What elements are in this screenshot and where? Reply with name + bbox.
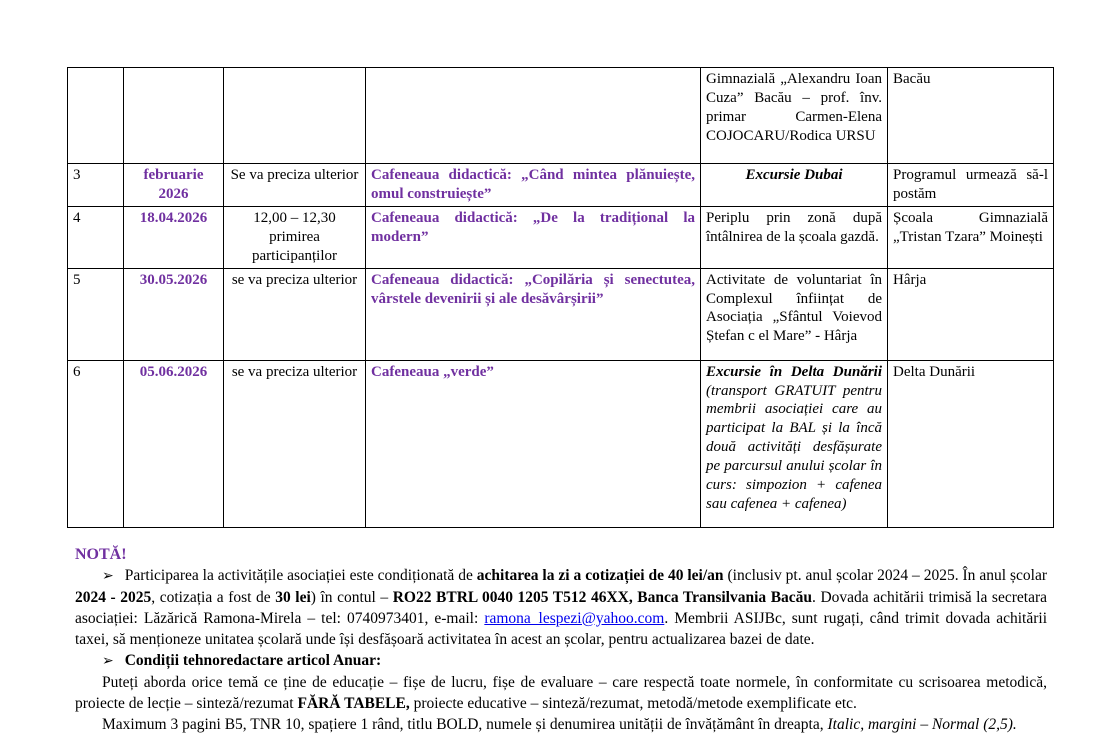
cell-location: Hârja <box>888 268 1054 360</box>
text-segment: , cotizația a fost de <box>151 588 276 606</box>
note-paragraph-formatting <box>75 714 1047 734</box>
excursion-note: (transport GRATUIT pentru membrii asociației care au participat la BAL și la încă două activități desfășurate pe parcursul anului școlar în curs: simpozion + cafenea sau cafenea + cafenea) <box>706 382 882 512</box>
text-segment: Italic, margini – Normal (2,5). <box>827 715 1017 733</box>
text-segment: achitarea la zi a cotizației de 40 lei/an <box>476 566 724 584</box>
cell-number <box>68 68 124 164</box>
cell-date <box>124 68 224 164</box>
note-paragraph-conditions-heading <box>75 650 1047 672</box>
text-segment: . Dovada achitării trimisă la secretara asociației: Lăzărică Ramona-Mirela – tel: 0740973401, e-mail: <box>75 588 1047 627</box>
schedule-table <box>67 67 1054 528</box>
text-segment: . Membrii ASIJBc, sunt rugați, când trimit dovada achitării taxei, să menționeze unitatea școlară unde își desfășoară activitatea în acest an școlar, pentru actualizarea bazei de date. <box>75 609 1048 648</box>
cell-activity: Cafeneaua didactică: „Copilăria și senectutea, vârstele devenirii și ale desăvârșirii” <box>366 268 701 360</box>
table-row <box>68 68 1054 164</box>
email-link[interactable]: ramona_lespezi@yahoo.com <box>484 609 665 627</box>
table-row <box>68 164 1054 207</box>
notes-section <box>75 544 1047 734</box>
cell-date: februarie 2026 <box>124 164 224 207</box>
cell-activity: Cafeneaua didactică: „De la tradițional la modern” <box>366 207 701 269</box>
table-row <box>68 268 1054 360</box>
cell-details: Periplu prin zonă după întâlnirea de la școala gazdă. <box>701 207 888 269</box>
note-heading: NOTĂ! <box>75 545 127 563</box>
cell-date: 05.06.2026 <box>124 360 224 527</box>
note-rich-text <box>75 674 1047 712</box>
cell-time: se va preciza ulterior <box>224 268 366 360</box>
text-segment: Maximum 3 pagini B5, TNR 10, spațiere 1 rând, titlu BOLD, numele și denumirea unității de învățământ în dreapta, <box>102 715 828 733</box>
table-row <box>68 207 1054 269</box>
text-segment: FĂRĂ TABELE, <box>297 694 410 712</box>
cell-number: 5 <box>68 268 124 360</box>
cell-time: 12,00 – 12,30 primirea participanților <box>224 207 366 269</box>
cell-location: Școala Gimnazială „Tristan Tzara” Moinești <box>888 207 1054 269</box>
text-segment: (inclusiv pt. anul școlar 2024 – 2025. În anul școlar <box>723 566 1047 584</box>
text-segment: proiecte educative – sinteză/rezumat, metodă/metode exemplificate etc. <box>409 694 857 712</box>
cell-time: Se va preciza ulterior <box>224 164 366 207</box>
text-segment: Puteți aborda orice temă ce ține de educație – fișe de lucru, fișe de evaluare – care respectă toate normele, în conformitate cu scrisoarea metodică, proiecte de lecție – sinteză/rezumat <box>75 673 1047 712</box>
text-segment: 2024 - 2025 <box>75 588 152 606</box>
text-segment: ) în contul – <box>310 588 393 606</box>
cell-location: Programul urmează să-l postăm <box>888 164 1054 207</box>
cell-activity: Cafeneaua didactică: „Când mintea plănuiește, omul construiește” <box>366 164 701 207</box>
bullet-arrow-icon: ➢ <box>102 567 114 584</box>
cell-details: Excursie Dubai <box>701 164 888 207</box>
cell-time <box>224 68 366 164</box>
cell-activity: Cafeneaua „verde” <box>366 360 701 527</box>
cell-activity <box>366 68 701 164</box>
bullet-arrow-icon: ➢ <box>102 652 114 669</box>
note-rich-text <box>75 567 1047 648</box>
cell-date: 30.05.2026 <box>124 268 224 360</box>
excursion-title: Excursie în Delta Dunării <box>706 363 882 380</box>
cell-date: 18.04.2026 <box>124 207 224 269</box>
note-rich-text <box>125 652 381 669</box>
text-segment: Participarea la activitățile asociației este condiționată de <box>124 566 477 584</box>
text-segment: RO22 BTRL 0040 1205 T512 46XX, Banca Transilvania Bacău <box>392 588 813 606</box>
note-paragraph-article-rules <box>75 672 1047 714</box>
cell-details: Gimnazială „Alexandru Ioan Cuza” Bacău – prof. înv. primar Carmen-Elena COJOCARU/Rodica URSU <box>701 68 888 164</box>
note-rich-text <box>102 716 1017 733</box>
cell-location: Bacău <box>888 68 1054 164</box>
cell-number: 6 <box>68 360 124 527</box>
cell-time: se va preciza ulterior <box>224 360 366 527</box>
cell-details: Activitate de voluntariat în Complexul înființat de Asociația „Sfântul Voievod Ștefan c el Mare” - Hârja <box>701 268 888 360</box>
cell-details <box>701 360 888 527</box>
text-segment: 30 lei <box>275 588 311 606</box>
table-row <box>68 360 1054 527</box>
text-segment: Condiții tehnoredactare articol Anuar: <box>124 651 382 669</box>
cell-number: 3 <box>68 164 124 207</box>
cell-number: 4 <box>68 207 124 269</box>
note-paragraph-membership <box>75 565 1047 650</box>
cell-location: Delta Dunării <box>888 360 1054 527</box>
